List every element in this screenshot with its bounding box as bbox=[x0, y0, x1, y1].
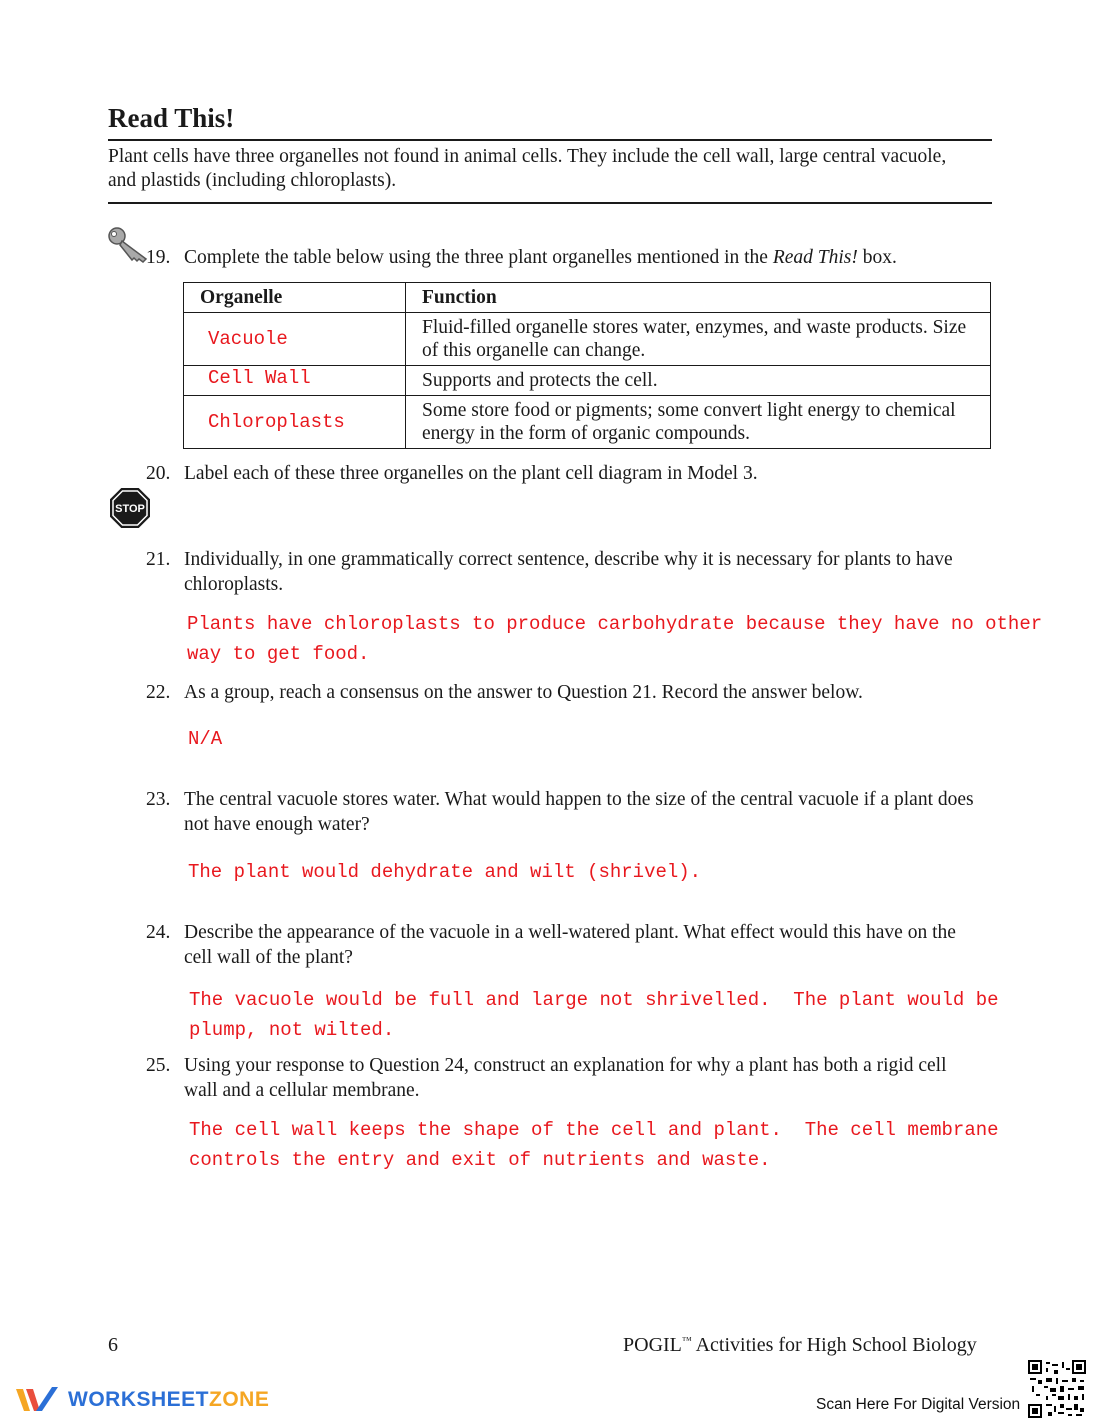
function-cell: Some store food or pigments; some convert light energy to chemical energy in the form of organic compounds. bbox=[406, 396, 991, 449]
question-21-answer: Plants have chloroplasts to produce carbohydrate because they have no other way to get food. bbox=[187, 613, 1054, 665]
question-22-answer: N/A bbox=[188, 728, 223, 750]
question-25-number: 25. bbox=[146, 1055, 171, 1076]
question-25-answer: The cell wall keeps the shape of the cell and plant. The cell membrane controls the entry and exit of nutrients and waste. bbox=[189, 1119, 1010, 1171]
question-21-text: Individually, in one grammatically correct sentence, describe why it is necessary for plants to have chloroplasts. bbox=[184, 549, 953, 595]
qr-code-icon[interactable] bbox=[1028, 1360, 1086, 1418]
question-23-answer: The plant would dehydrate and wilt (shrivel). bbox=[188, 861, 702, 883]
organelle-answer: Vacuole bbox=[184, 313, 406, 366]
question-20-text: Label each of these three organelles on the plant cell diagram in Model 3. bbox=[184, 463, 758, 484]
scan-caption: Scan Here For Digital Version bbox=[816, 1396, 1021, 1413]
question-20-number: 20. bbox=[146, 463, 171, 484]
svg-text:STOP: STOP bbox=[115, 503, 145, 515]
question-22-number: 22. bbox=[146, 682, 171, 703]
organelle-table bbox=[183, 282, 991, 449]
function-cell: Supports and protects the cell. bbox=[406, 366, 991, 396]
brand-part-2: ZONE bbox=[209, 1388, 270, 1411]
question-24-text: Describe the appearance of the vacuole in a well-watered plant. What effect would this have on the cell wall of the plant? bbox=[184, 922, 956, 968]
question-21-number: 21. bbox=[146, 549, 171, 570]
read-this-body: Plant cells have three organelles not found in animal cells. They include the cell wall, large central vacuole, and plastids (including chloroplasts). bbox=[108, 146, 947, 191]
worksheetzone-brand bbox=[14, 1385, 269, 1415]
page-number: 6 bbox=[108, 1334, 118, 1356]
book-title: POGIL™ Activities for High School Biology bbox=[623, 1334, 977, 1356]
table-header-row bbox=[184, 283, 991, 313]
read-this-bottom-rule bbox=[108, 202, 992, 204]
stop-sign-icon bbox=[109, 487, 151, 529]
read-this-heading: Read This! bbox=[108, 103, 235, 133]
question-23-text: The central vacuole stores water. What would happen to the size of the central vacuole if a plant does not have enough water? bbox=[184, 789, 974, 835]
question-25-text: Using your response to Question 24, construct an explanation for why a plant has both a rigid cell wall and a cellular membrane. bbox=[184, 1055, 947, 1101]
question-23-number: 23. bbox=[146, 789, 171, 810]
table-header-function: Function bbox=[406, 283, 991, 313]
table-row bbox=[184, 366, 991, 396]
question-19-text: Complete the table below using the three plant organelles mentioned in the Read This! box. bbox=[184, 247, 897, 268]
organelle-answer: Chloroplasts bbox=[184, 396, 406, 449]
brand-part-1: WORKSHEET bbox=[68, 1388, 209, 1411]
table-row bbox=[184, 396, 991, 449]
worksheetzone-logo-icon bbox=[14, 1385, 60, 1415]
table-row bbox=[184, 313, 991, 366]
key-icon bbox=[106, 226, 150, 266]
question-24-number: 24. bbox=[146, 922, 171, 943]
question-24-answer: The vacuole would be full and large not shrivelled. The plant would be plump, not wilted. bbox=[189, 989, 1010, 1041]
read-this-top-rule bbox=[108, 139, 992, 141]
table-header-organelle: Organelle bbox=[184, 283, 406, 313]
function-cell: Fluid-filled organelle stores water, enzymes, and waste products. Size of this organelle can change. bbox=[406, 313, 991, 366]
organelle-answer: Cell Wall bbox=[184, 366, 406, 396]
question-19-number: 19. bbox=[146, 247, 171, 268]
question-22-text: As a group, reach a consensus on the answer to Question 21. Record the answer below. bbox=[184, 682, 863, 703]
